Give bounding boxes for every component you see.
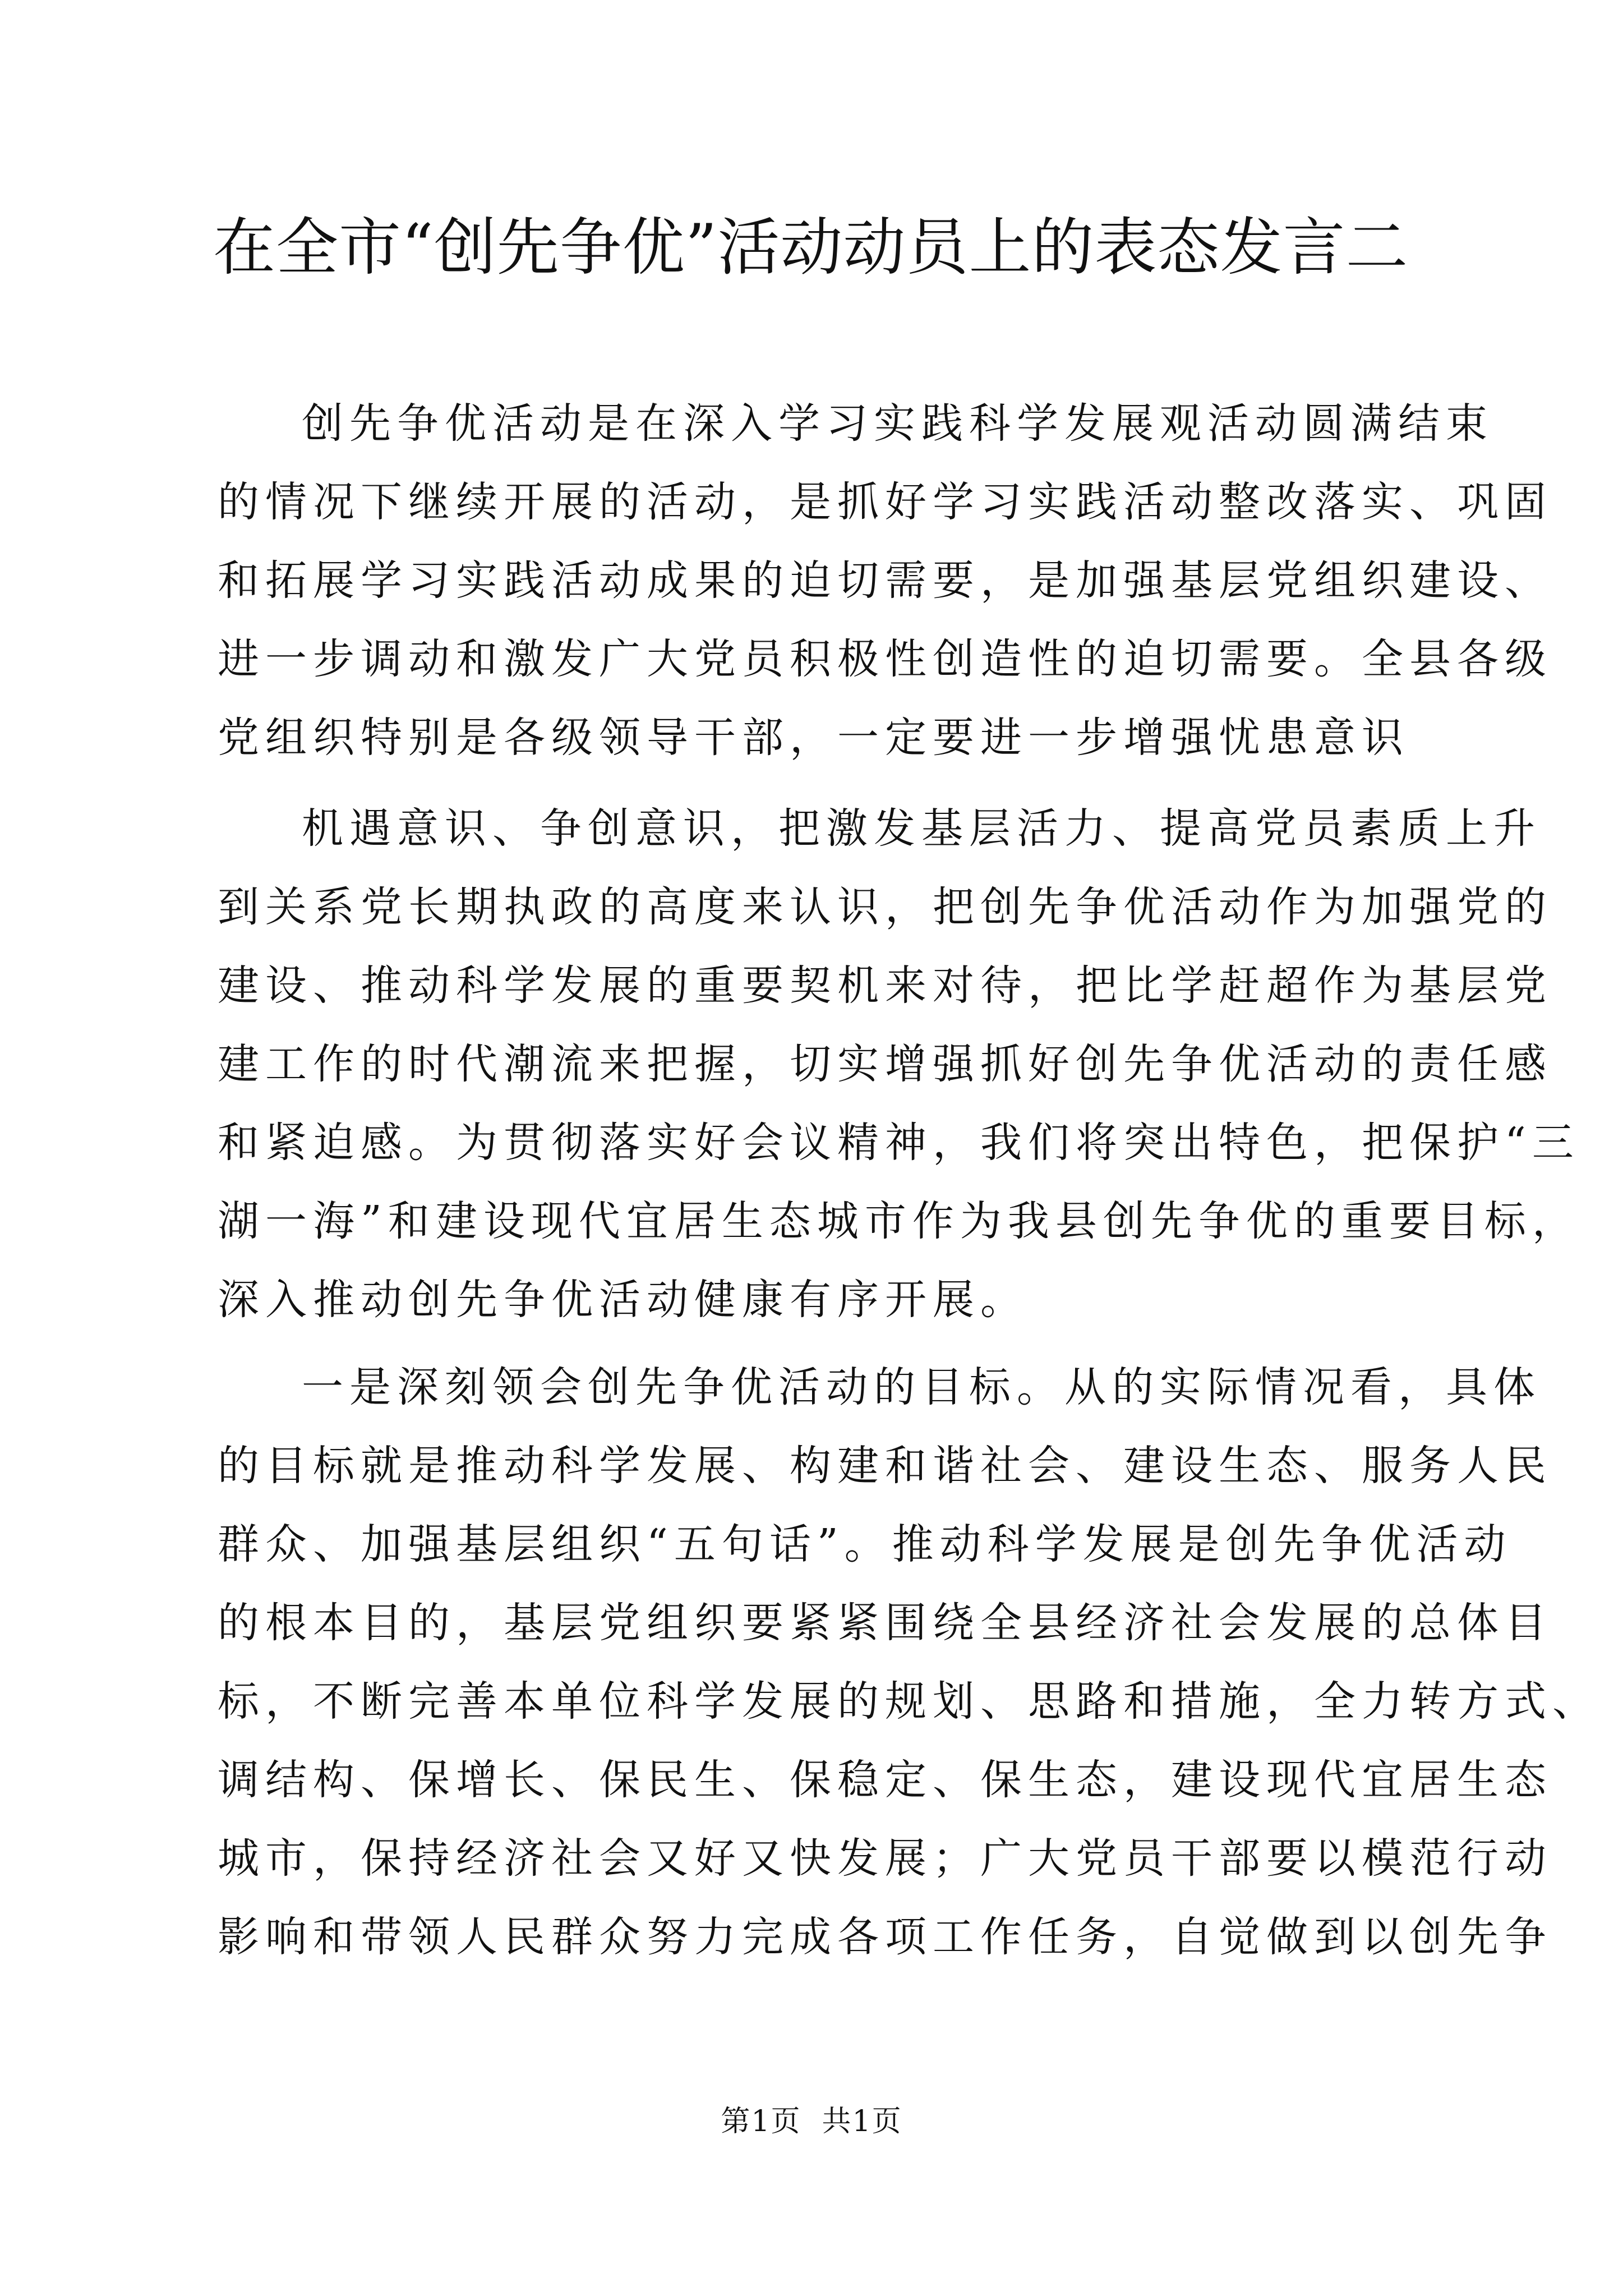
paragraph-1-line-4: 进一步调动和激发广大党员积极性创造性的迫切需要。全县各级 (218, 635, 1552, 683)
paragraph-2-line-4: 建工作的时代潮流来把握，切实增强抓好创先争优活动的责任感 (218, 1040, 1552, 1088)
paragraph-3-line-7: 城市，保持经济社会又好又快发展；广大党员干部要以模范行动 (218, 1834, 1552, 1883)
paragraph-2-line-7: 深入推动创先争优活动健康有序开展。 (218, 1276, 1028, 1324)
footer-page-suffix: 页 (872, 2105, 902, 2138)
paragraph-1-line-5: 党组织特别是各级领导干部，一定要进一步增强忧患意识 (218, 714, 1409, 762)
paragraph-1-line-2: 的情况下继续开展的活动，是抓好学习实践活动整改落实、巩固 (218, 478, 1552, 526)
paragraph-3-line-4: 的根本目的，基层党组织要紧紧围绕全县经济社会发展的总体目 (218, 1599, 1552, 1647)
document-title: 在全市“创先争优”活动动员上的表态发言二 (213, 211, 1409, 284)
footer-page-mid: 页 共 (771, 2105, 852, 2138)
paragraph-3-line-8: 影响和带领人民群众努力完成各项工作任务，自觉做到以创先争 (218, 1913, 1552, 1961)
page-footer (0, 2099, 1623, 2144)
paragraph-2-line-2: 到关系党长期执政的高度来认识，把创先争优活动作为加强党的 (218, 883, 1552, 931)
paragraph-3-line-2: 的目标就是推动科学发展、构建和谐社会、建设生态、服务人民 (218, 1442, 1552, 1490)
paragraph-3-line-5: 标，不断完善本单位科学发展的规划、思路和措施，全力转方式、 (218, 1677, 1600, 1726)
paragraph-3-line-1: 一是深刻领会创先争优活动的目标。从的实际情况看，具体 (302, 1363, 1541, 1411)
paragraph-3-line-3: 群众、加强基层组织“五句话”。推动科学发展是创先争优活动 (218, 1520, 1512, 1568)
footer-page-total: 1 (852, 2105, 872, 2138)
paragraph-1-line-3: 和拓展学习实践活动成果的迫切需要，是加强基层党组织建设、 (218, 556, 1552, 605)
paragraph-2-line-6: 湖一海”和建设现代宜居生态城市作为我县创先争优的重要目标， (218, 1197, 1580, 1245)
footer-page-number: 1 (751, 2105, 771, 2138)
footer-page-prefix: 第 (721, 2105, 751, 2138)
paragraph-1-line-1: 创先争优活动是在深入学习实践科学发展观活动圆满结束 (302, 399, 1493, 448)
paragraph-2-line-3: 建设、推动科学发展的重要契机来对待，把比学赶超作为基层党 (218, 961, 1552, 1010)
paragraph-3-line-6: 调结构、保增长、保民生、保稳定、保生态，建设现代宜居生态 (218, 1756, 1552, 1804)
paragraph-2-line-1: 机遇意识、争创意识，把激发基层活力、提高党员素质上升 (302, 804, 1541, 853)
paragraph-2-line-5: 和紧迫感。为贯彻落实好会议精神，我们将突出特色，把保护“三 (218, 1119, 1580, 1167)
